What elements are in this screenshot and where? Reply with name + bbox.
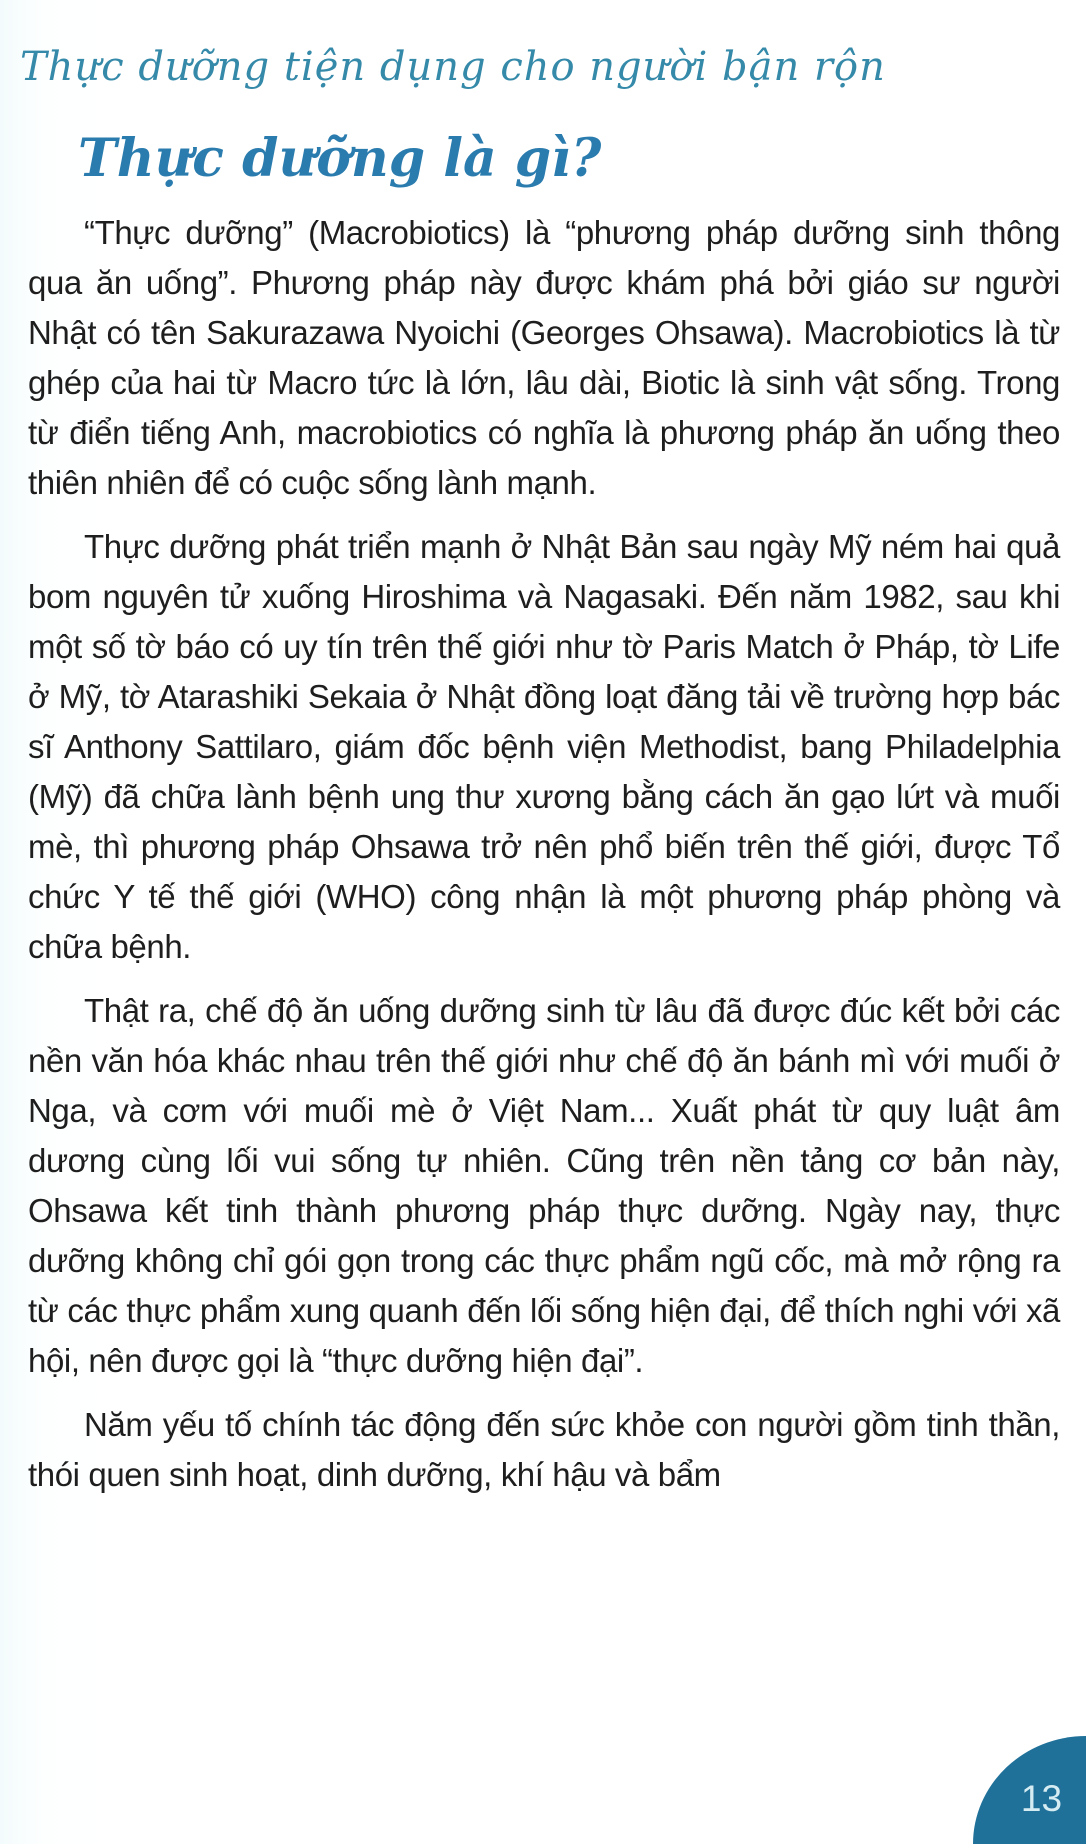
paragraph: Thật ra, chế độ ăn uống dưỡng sinh từ lâu đã được đúc kết bởi các nền văn hóa khác nhau trên thế giới như chế độ ăn bánh mì với muối ở Nga, và cơm với muối mè ở Việt Nam... Xuất phát từ quy luật âm dương cùng lối vui sống tự nhiên. Cũng trên nền tảng cơ bản này, Ohsawa kết tinh thành phương pháp thực dưỡng. Ngày nay, thực dưỡng không chỉ gói gọn trong các thực phẩm ngũ cốc, mà mở rộng ra từ các thực phẩm xung quanh đến lối sống hiện đại, để thích nghi với xã hội, nên được gọi là “thực dưỡng hiện đại”. (28, 992, 1060, 1379)
body-text (28, 208, 1060, 1514)
section-heading: Thực dưỡng là gì? (78, 128, 602, 189)
running-header: Thực dưỡng tiện dụng cho người bận rộn (20, 44, 886, 90)
page-number-badge (973, 1736, 1086, 1844)
paragraph: Năm yếu tố chính tác động đến sức khỏe con người gồm tinh thần, thói quen sinh hoạt, dinh dưỡng, khí hậu và bẩm (28, 1406, 1060, 1493)
paragraph: “Thực dưỡng” (Macrobiotics) là “phương pháp dưỡng sinh thông qua ăn uống”. Phương pháp này được khám phá bởi giáo sư người Nhật có tên Sakurazawa Nyoichi (Georges Ohsawa). Macrobiotics là từ ghép của hai từ Macro tức là lớn, lâu dài, Biotic là sinh vật sống. Trong từ điển tiếng Anh, macrobiotics có nghĩa là phương pháp ăn uống theo thiên nhiên để có cuộc sống lành mạnh. (28, 214, 1060, 501)
paragraph: Thực dưỡng phát triển mạnh ở Nhật Bản sau ngày Mỹ ném hai quả bom nguyên tử xuống Hiroshima và Nagasaki. Đến năm 1982, sau khi một số tờ báo có uy tín trên thế giới như tờ Paris Match ở Pháp, tờ Life ở Mỹ, tờ Atarashiki Sekaia ở Nhật đồng loạt đăng tải về trường hợp bác sĩ Anthony Sattilaro, giám đốc bệnh viện Methodist, bang Philadelphia (Mỹ) đã chữa lành bệnh ung thư xương bằng cách ăn gạo lứt và muối mè, thì phương pháp Ohsawa trở nên phổ biến trên thế giới, được Tổ chức Y tế thế giới (WHO) công nhận là một phương pháp phòng và chữa bệnh. (28, 528, 1060, 965)
page-number: 13 (1020, 1778, 1063, 1819)
